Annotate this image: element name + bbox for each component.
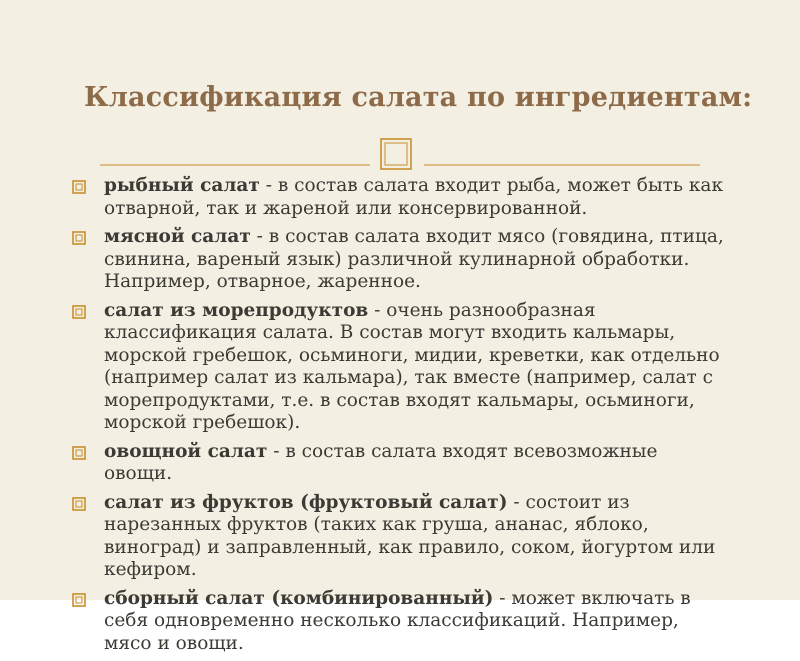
scroll-ornament-icon: [381, 139, 411, 169]
list-item: [70, 175, 726, 220]
item-term: салат из фруктов (фруктовый салат): [104, 491, 508, 513]
list-item: [70, 226, 726, 294]
hollow-square-bullet-icon: [72, 446, 86, 460]
list-item: [70, 441, 726, 486]
item-term: рыбный салат: [104, 175, 260, 196]
hollow-square-bullet-icon: [72, 593, 86, 607]
item-term: салат из морепродуктов: [104, 299, 369, 321]
hollow-square-bullet-icon: [72, 497, 86, 511]
item-text: - очень разнообразная классификация салата. В состав могут входить кальмары, морской гребешок, осьминоги, мидии, креветки, как отдельно (например салат из кальмара), так вместе (например, салат с морепродуктами, т.е. в состав входят кальмары, осьминоги, морской гребешок).: [104, 299, 720, 433]
item-term: овощной салат: [104, 440, 268, 462]
list-item: [70, 492, 726, 582]
item-text: - в состав салата входит рыба, может быть как отварной, так и жареной или консервированной.: [104, 175, 724, 219]
hollow-square-bullet-icon: [72, 180, 86, 194]
ornament-divider: [100, 137, 700, 177]
hollow-square-bullet-icon: [72, 305, 86, 319]
item-text: - в состав салата входит мясо (говядина, птица, свинина, вареный язык) различной кулинарной обработки. Например, отварное, жаренное.: [104, 226, 724, 292]
slide-title: Классификация салата по ингредиентам:: [84, 82, 753, 113]
item-text: - состоит из нарезанных фруктов (таких как груша, ананас, яблоко, виноград) и заправленный, как правило, соком, йогуртом или кефиром.: [104, 491, 716, 580]
item-term: мясной салат: [104, 226, 251, 247]
hollow-square-bullet-icon: [72, 231, 86, 245]
bullet-list: [70, 175, 726, 661]
list-item: [70, 300, 726, 435]
item-term: сборный салат (комбинированный): [104, 587, 494, 609]
list-item: [70, 588, 726, 656]
item-text: - может включать в себя одновременно несколько классификаций. Например, мясо и овощи.: [104, 587, 691, 654]
item-text: - в состав салата входят всевозможные овощи.: [104, 440, 658, 484]
